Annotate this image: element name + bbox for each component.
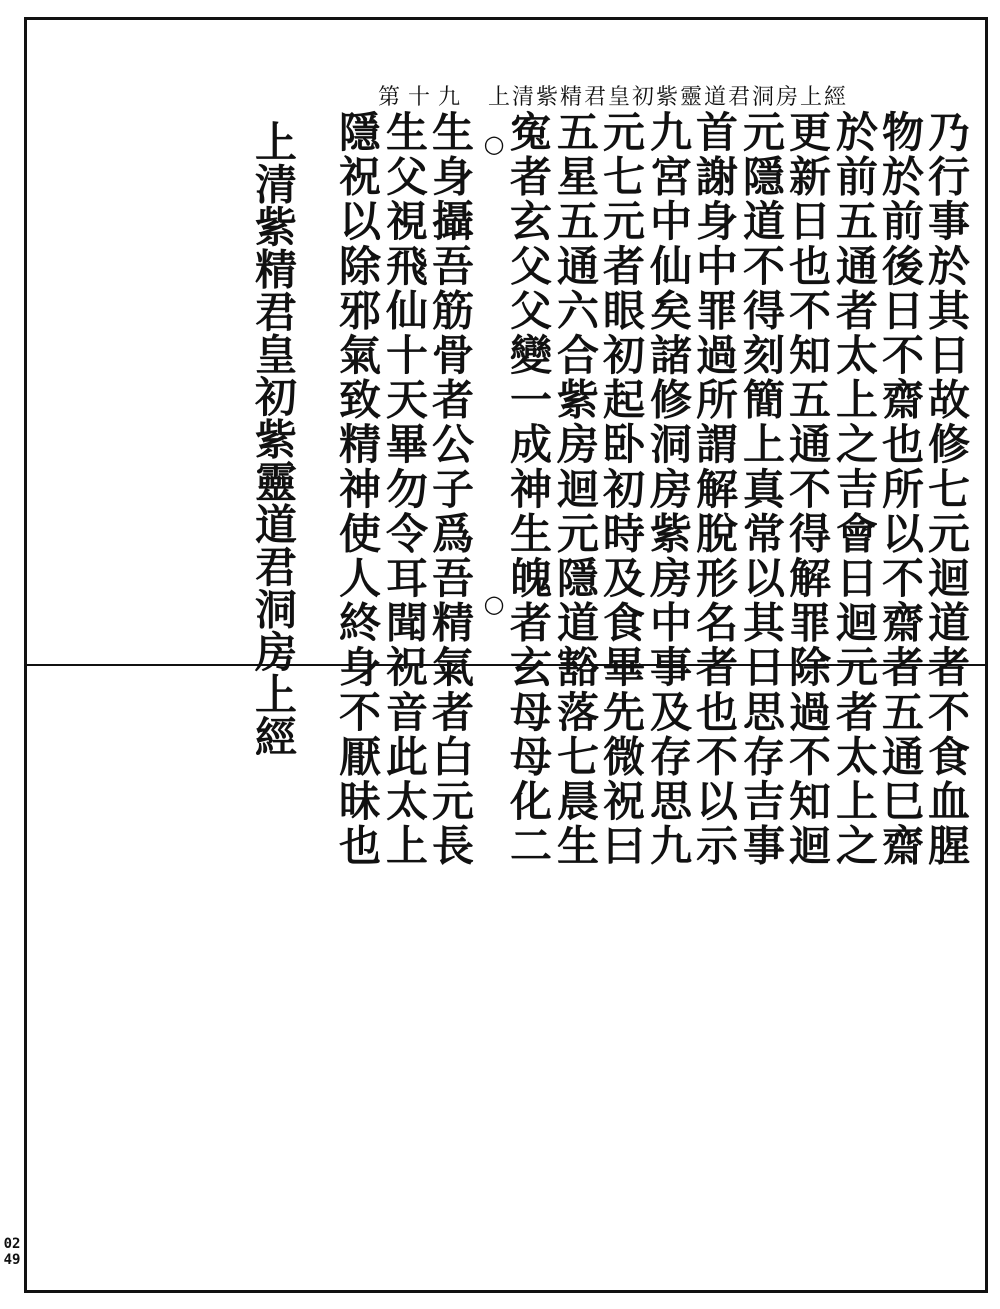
page-number: 第十九 <box>378 84 469 110</box>
text-column-1: 乃行事於其日故修七元迴道者不食血腥 <box>922 110 971 869</box>
text-column-8: 元七元者眼初起卧初時及食畢先微祝曰 <box>597 110 646 869</box>
text-column-3: 於前五通者太上之吉會日迴元者太上之 <box>830 110 879 869</box>
closing-title: 上清紫精君皇初紫靈道君洞房上經 <box>249 120 298 758</box>
text-column-4: 更新日也不知五通不得解罪除過不知迴 <box>783 110 832 869</box>
text-column-7: 九宮中仙矣諸修洞房紫房中事及存思九 <box>644 110 693 869</box>
text-column-13: 隱祝以除邪氣致精神使人終身不厭昧也 <box>333 110 382 869</box>
circle-mark-1: ○ <box>480 130 508 161</box>
text-column-2: 物於前後日不齋也所以不齋者五通巳齋 <box>876 110 925 869</box>
text-column-11: 生身攝吾筋骨者公子爲吾精氣者白元長 <box>426 110 475 869</box>
text-column-6: 首謝身中罪過所謂解脫形名者也不以示 <box>690 110 739 869</box>
text-column-9: 五星五通六合紫房迴元隱道豁落七晨生 <box>551 110 600 869</box>
running-title: 上清紫精君皇初紫靈道君洞房上經 <box>487 84 848 110</box>
side-page-number: 0249 <box>3 1236 21 1268</box>
page-header <box>378 78 848 112</box>
text-column-12: 生父視飛仙十天畢勿令耳聞祝音此太上 <box>380 110 429 869</box>
text-column-5: 元隱道不得刻簡上真常以其日思存吉事 <box>737 110 786 869</box>
circle-mark-2: ○ <box>480 590 508 621</box>
text-column-10: 寃者玄父父變一成神生魄者玄母母化二 <box>504 110 553 869</box>
